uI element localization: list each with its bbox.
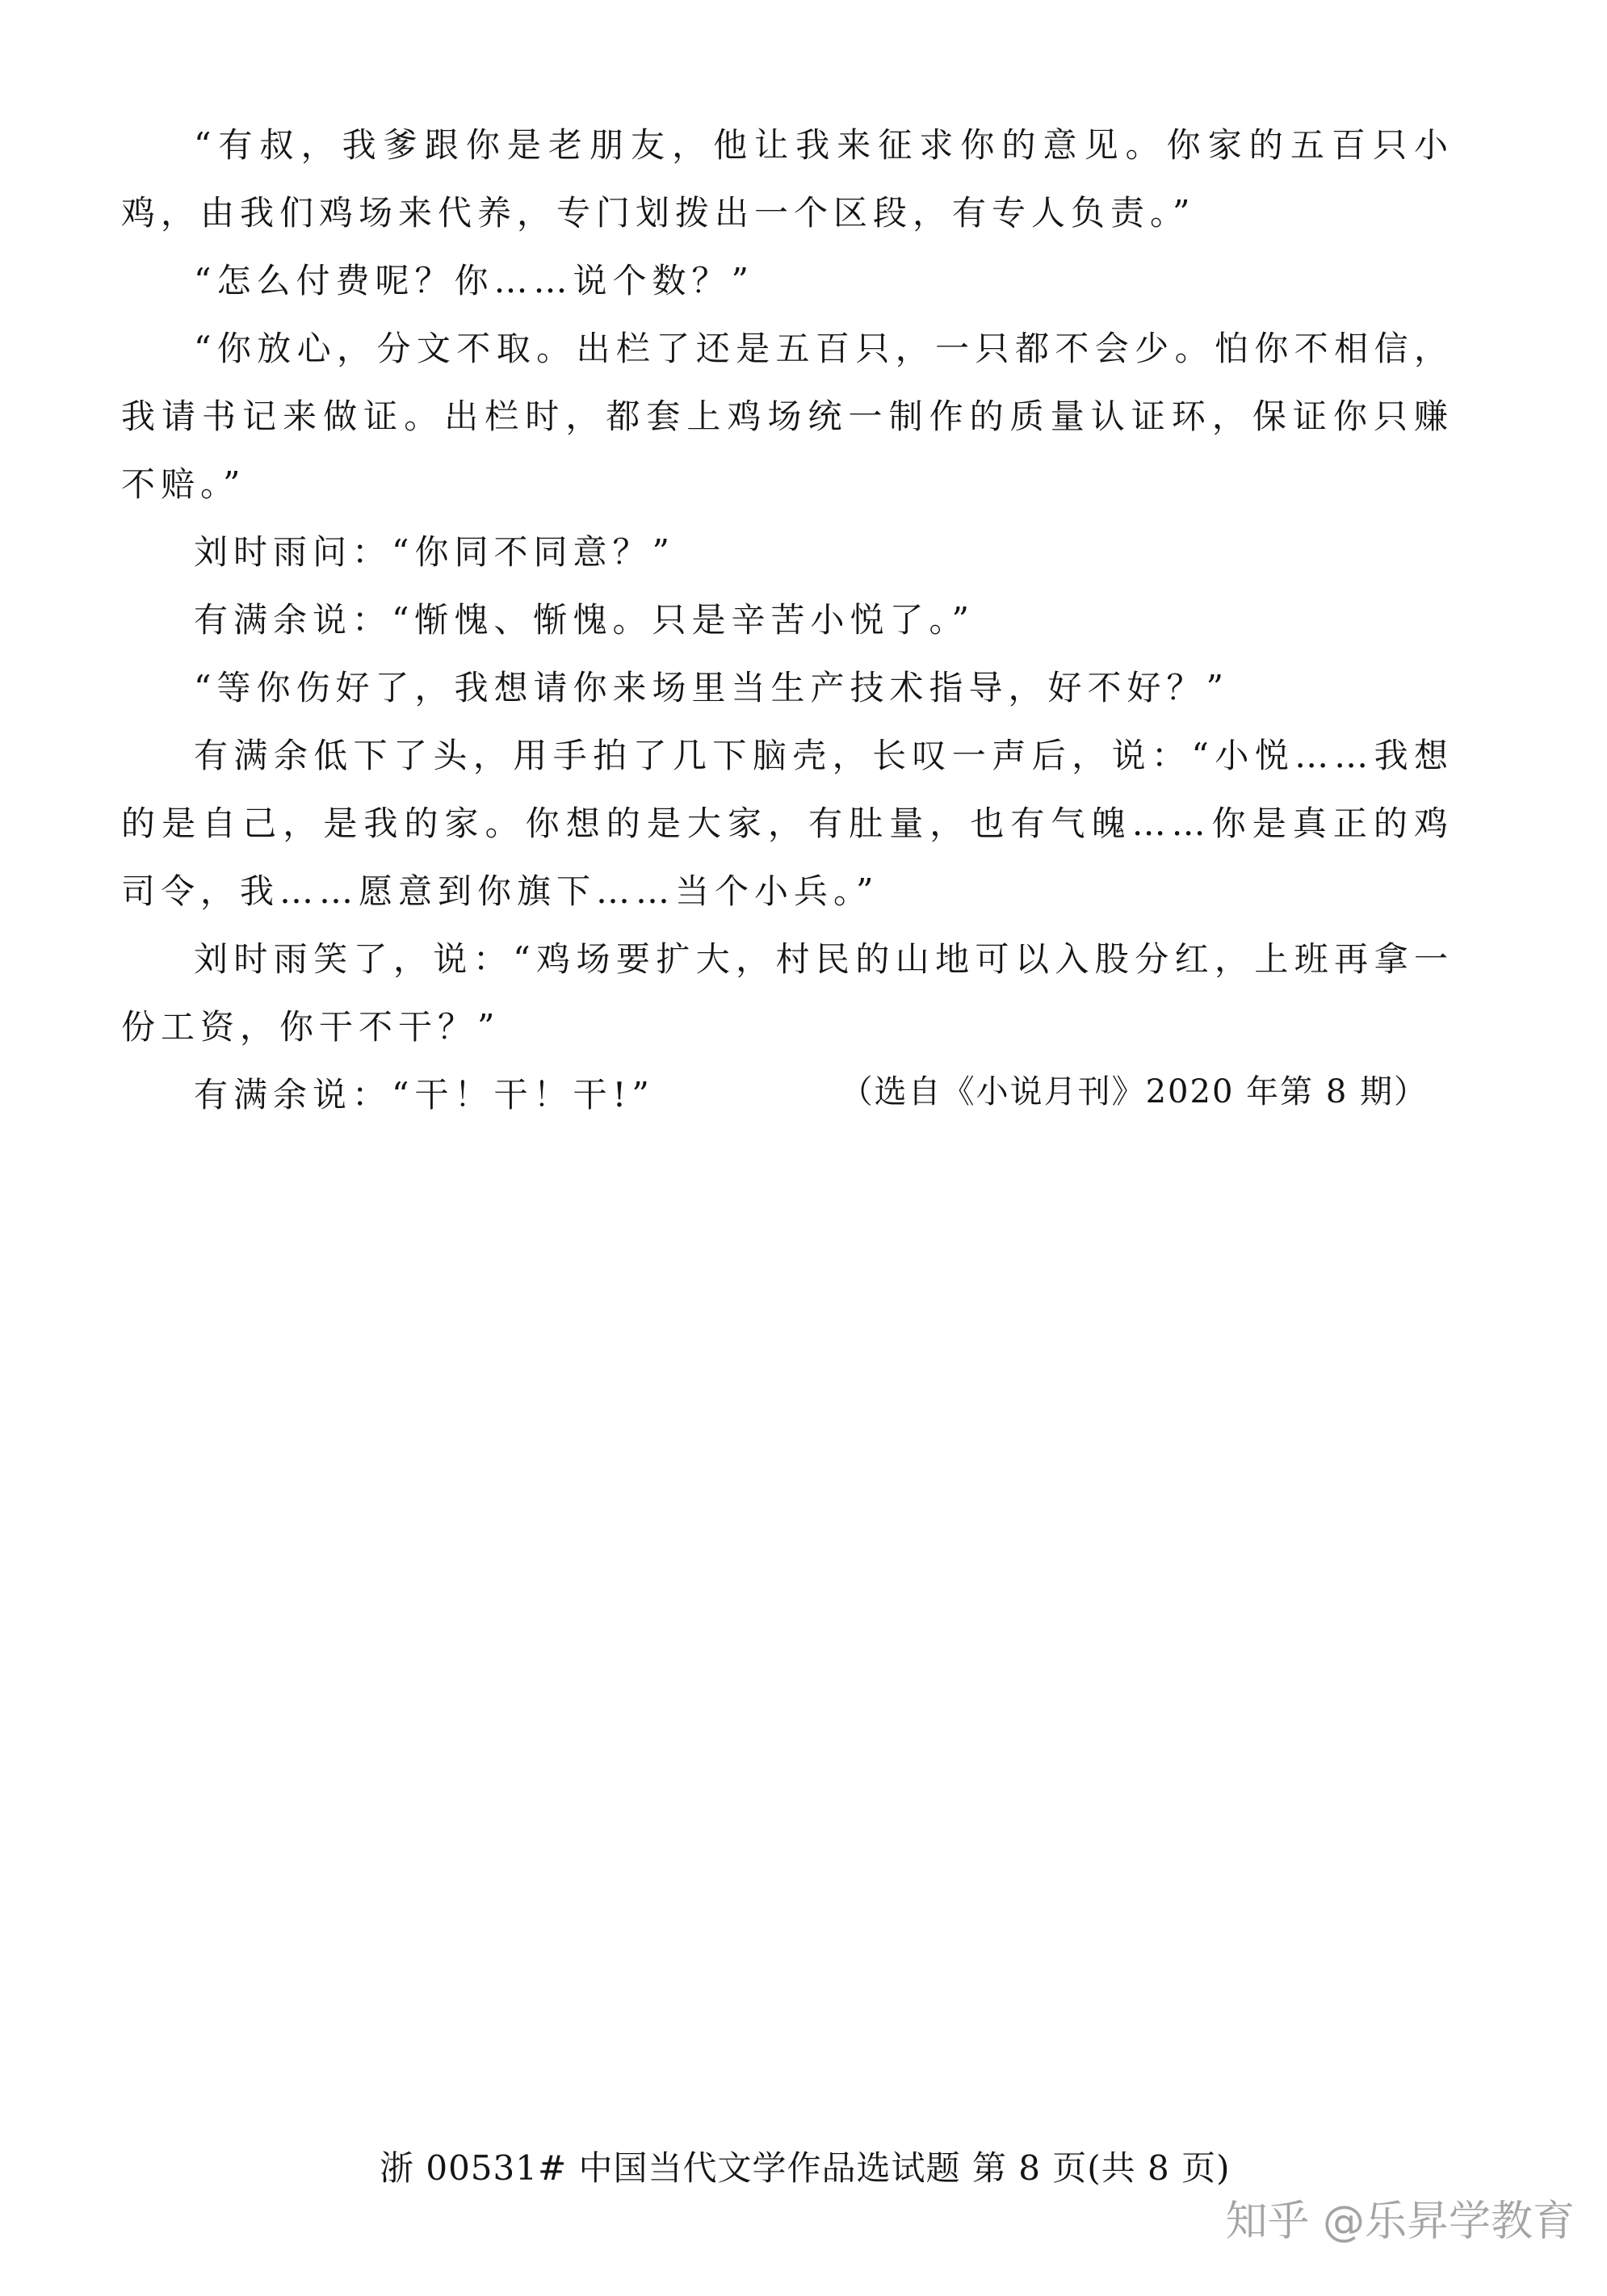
story-excerpt <box>121 111 1454 1129</box>
paragraph-1: “有叔，我爹跟你是老朋友，他让我来征求你的意见。你家的五百只小鸡，由我们鸡场来代养，专门划拨出一个区段，有专人负责。” <box>121 125 1454 233</box>
page-footer: 浙 00531# 中国当代文学作品选试题 第 8 页(共 8 页) <box>380 2148 1231 2188</box>
paragraph-7: 有满余低下了头，用手拍了几下脑壳，长叹一声后，说：“小悦……我想的是自己，是我的家。你想的是大家，有肚量，也有气魄……你是真正的鸡司令，我……愿意到你旗下……当个小兵。” <box>121 736 1454 911</box>
paragraph-8: 刘时雨笑了，说：“鸡场要扩大，村民的山地可以入股分红，上班再拿一份工资，你干不干？” <box>121 939 1454 1047</box>
watermark: 知乎 @乐昇学教育 <box>1225 2197 1575 2246</box>
source-citation: （选自《小说月刊》2020 年第 8 期） <box>840 1073 1428 1110</box>
paragraph-3: “你放心，分文不取。出栏了还是五百只，一只都不会少。怕你不相信，我请书记来做证。出栏时，都套上鸡场统一制作的质量认证环，保证你只赚不赔。” <box>121 329 1454 504</box>
paragraph-2: “怎么付费呢？你……说个数？” <box>194 261 754 300</box>
paragraph-9: 有满余说：“干！干！干!” <box>194 1075 655 1114</box>
paragraph-5: 有满余说：“惭愧、惭愧。只是辛苦小悦了。” <box>194 600 975 640</box>
paragraph-4: 刘时雨问：“你同不同意？” <box>194 532 675 572</box>
paragraph-6: “等你伤好了，我想请你来场里当生产技术指导，好不好？” <box>194 668 1229 707</box>
